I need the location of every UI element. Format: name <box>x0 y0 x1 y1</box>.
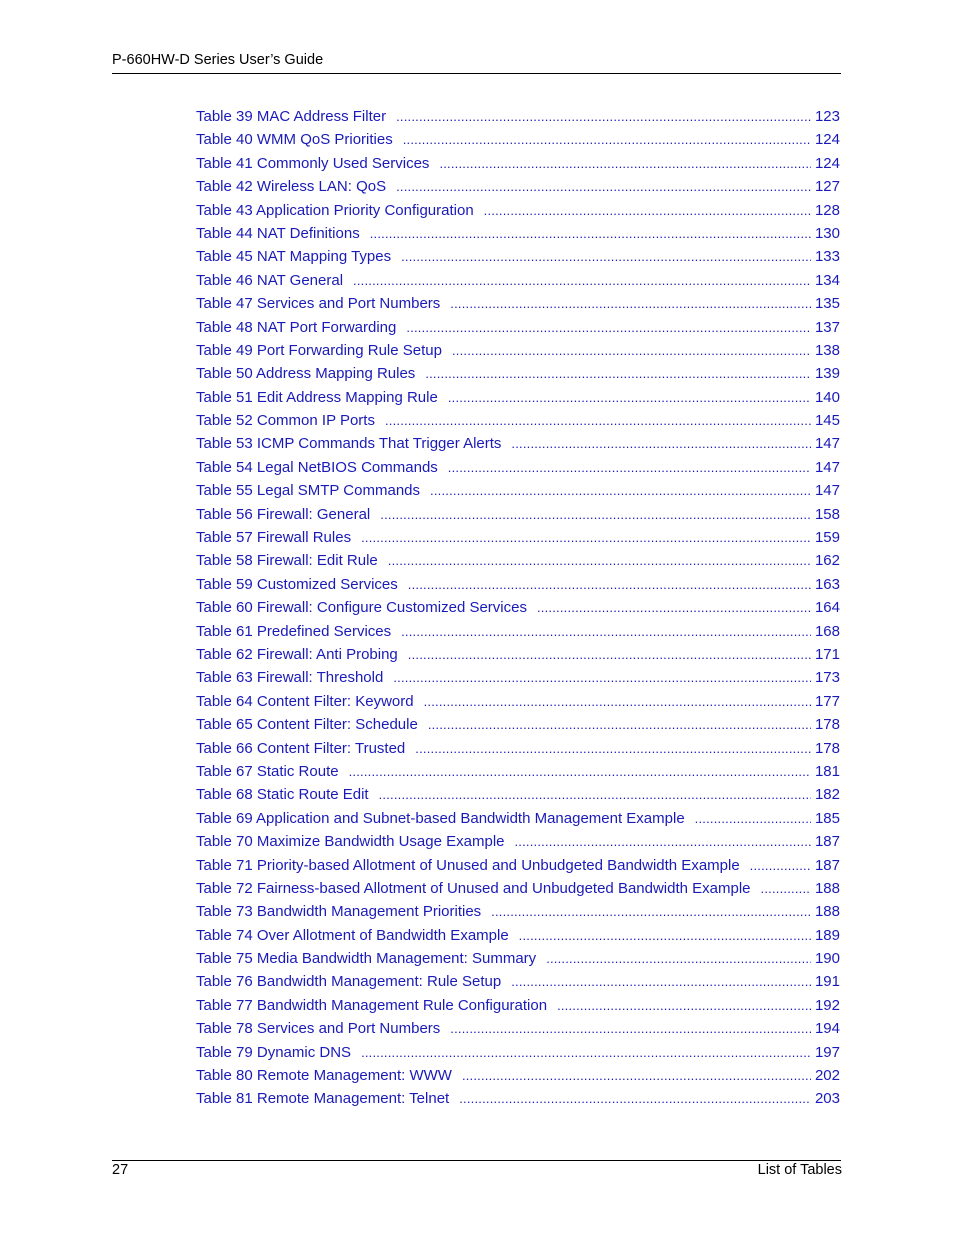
toc-entry-link[interactable] <box>196 807 840 830</box>
toc-entry-page-number: 191 <box>814 973 840 991</box>
toc-entry-link[interactable] <box>196 362 840 385</box>
toc-entry-link[interactable] <box>196 479 840 502</box>
dot-leader <box>370 222 811 245</box>
toc-entry-link[interactable] <box>196 432 840 455</box>
toc-entry-page-number: 188 <box>814 903 840 921</box>
toc-entry-title: Table 56 Firewall: General <box>196 505 371 523</box>
toc-entry-page-number: 147 <box>814 482 840 500</box>
toc-entry-page-number: 189 <box>814 926 840 944</box>
toc-entry-page-number: 147 <box>814 458 840 476</box>
dot-leader <box>511 432 811 455</box>
toc-entry-page-number: 124 <box>814 131 840 149</box>
toc-entry-link[interactable] <box>196 947 840 970</box>
dot-leader <box>557 994 811 1017</box>
dot-leader <box>393 666 811 689</box>
toc-entry-link[interactable] <box>196 1017 840 1040</box>
header-divider <box>112 73 841 74</box>
dot-leader <box>439 152 811 175</box>
toc-entry-link[interactable] <box>196 456 840 479</box>
toc-entry-page-number: 181 <box>814 762 840 780</box>
dot-leader <box>761 877 811 900</box>
toc-entry-link[interactable] <box>196 409 840 432</box>
toc-entry-link[interactable] <box>196 713 840 736</box>
toc-entry-link[interactable] <box>196 573 840 596</box>
toc-entry-title: Table 81 Remote Management: Telnet <box>196 1090 450 1108</box>
toc-entry-page-number: 123 <box>814 108 840 125</box>
toc-entry-page-number: 187 <box>814 856 840 874</box>
toc-entry-title: Table 74 Over Allotment of Bandwidth Example <box>196 926 509 944</box>
toc-entry-page-number: 203 <box>814 1090 840 1108</box>
toc-entry-page-number: 133 <box>814 248 840 266</box>
dot-leader <box>353 269 811 292</box>
dot-leader <box>388 549 811 572</box>
footer-divider <box>112 1160 841 1161</box>
toc-entry-page-number: 190 <box>814 950 840 968</box>
toc-entry-link[interactable] <box>196 854 840 877</box>
toc-entry-link[interactable] <box>196 316 840 339</box>
toc-entry-title: Table 55 Legal SMTP Commands <box>196 482 421 500</box>
toc-entry-title: Table 63 Firewall: Threshold <box>196 669 384 687</box>
toc-entry-page-number: 147 <box>814 435 840 453</box>
toc-entry-link[interactable] <box>196 994 840 1017</box>
toc-entry-page-number: 177 <box>814 692 840 710</box>
toc-entry-link[interactable] <box>196 245 840 268</box>
toc-entry-page-number: 140 <box>814 388 840 406</box>
dot-leader <box>349 760 811 783</box>
toc-entry-title: Table 65 Content Filter: Schedule <box>196 716 418 734</box>
toc-entry-title: Table 76 Bandwidth Management: Rule Setup <box>196 973 502 991</box>
toc-entry-link[interactable] <box>196 620 840 643</box>
toc-entry-title: Table 41 Commonly Used Services <box>196 154 430 172</box>
toc-entry-page-number: 164 <box>814 599 840 617</box>
toc-entry-page-number: 163 <box>814 575 840 593</box>
toc-entry-page-number: 173 <box>814 669 840 687</box>
dot-leader <box>448 456 811 479</box>
toc-entry-link[interactable] <box>196 737 840 760</box>
toc-entry-title: Table 75 Media Bandwidth Management: Summary <box>196 950 537 968</box>
toc-entry-title: Table 78 Services and Port Numbers <box>196 1020 441 1038</box>
dot-leader <box>450 1017 811 1040</box>
dot-leader <box>396 175 811 198</box>
toc-entry-link[interactable] <box>196 760 840 783</box>
toc-entry-title: Table 48 NAT Port Forwarding <box>196 318 397 336</box>
toc-entry-link[interactable] <box>196 877 840 900</box>
toc-entry-link[interactable] <box>196 924 840 947</box>
dot-leader <box>385 409 811 432</box>
list-of-tables <box>196 105 840 1111</box>
toc-entry-page-number: 127 <box>814 178 840 196</box>
toc-entry-link[interactable] <box>196 386 840 409</box>
toc-entry-title: Table 72 Fairness-based Allotment of Unused and Unbudgeted Bandwidth Example <box>196 879 751 897</box>
toc-entry-page-number: 192 <box>814 996 840 1014</box>
toc-entry-page-number: 178 <box>814 716 840 734</box>
toc-entry-link[interactable] <box>196 503 840 526</box>
dot-leader <box>428 713 811 736</box>
toc-entry-page-number: 162 <box>814 552 840 570</box>
toc-entry-title: Table 42 Wireless LAN: QoS <box>196 178 387 196</box>
dot-leader <box>396 105 811 128</box>
dot-leader <box>519 924 811 947</box>
toc-entry-title: Table 53 ICMP Commands That Trigger Alerts <box>196 435 502 453</box>
toc-entry-link[interactable] <box>196 970 840 993</box>
document-title: P-660HW-D Series User’s Guide <box>112 52 324 68</box>
toc-entry-link[interactable] <box>196 830 840 853</box>
toc-entry-page-number: 171 <box>814 645 840 663</box>
toc-entry-title: Table 60 Firewall: Configure Customized Services <box>196 599 527 617</box>
toc-entry-link[interactable] <box>196 643 840 666</box>
dot-leader <box>448 386 811 409</box>
toc-entry-page-number: 128 <box>814 201 840 219</box>
dot-leader <box>403 128 811 151</box>
toc-entry-title: Table 79 Dynamic DNS <box>196 1043 352 1061</box>
toc-entry-title: Table 77 Bandwidth Management Rule Configuration <box>196 996 548 1014</box>
toc-entry-link[interactable] <box>196 549 840 572</box>
toc-entry-link[interactable] <box>196 900 840 923</box>
dot-leader <box>484 199 811 222</box>
toc-entry-page-number: 124 <box>814 154 840 172</box>
toc-entry-title: Table 64 Content Filter: Keyword <box>196 692 414 710</box>
dot-leader <box>546 947 811 970</box>
dot-leader <box>415 737 811 760</box>
toc-entry-link[interactable] <box>196 526 840 549</box>
toc-entry-page-number: 185 <box>814 809 840 827</box>
dot-leader <box>450 292 811 315</box>
toc-entry-page-number: 202 <box>814 1067 840 1085</box>
toc-entry-link[interactable] <box>196 128 840 151</box>
toc-entry-link[interactable] <box>196 666 840 689</box>
dot-leader <box>361 1041 811 1064</box>
toc-entry-title: Table 54 Legal NetBIOS Commands <box>196 458 438 476</box>
toc-entry-link[interactable] <box>196 596 840 619</box>
toc-entry-title: Table 67 Static Route <box>196 762 339 780</box>
dot-leader <box>424 690 811 713</box>
toc-entry-link[interactable] <box>196 175 840 198</box>
toc-entry-page-number: 194 <box>814 1020 840 1038</box>
toc-entry-title: Table 46 NAT General <box>196 271 344 289</box>
toc-entry-title: Table 61 Predefined Services <box>196 622 392 640</box>
toc-entry-link[interactable] <box>196 105 840 128</box>
toc-entry-page-number: 145 <box>814 412 840 430</box>
toc-entry-page-number: 139 <box>814 365 840 383</box>
toc-entry-title: Table 73 Bandwidth Management Priorities <box>196 903 482 921</box>
dot-leader <box>380 503 811 526</box>
dot-leader <box>462 1064 811 1087</box>
dot-leader <box>515 830 811 853</box>
toc-entry-page-number: 168 <box>814 622 840 640</box>
toc-entry-title: Table 43 Application Priority Configuration <box>196 201 474 219</box>
dot-leader <box>401 620 811 643</box>
toc-entry-page-number: 187 <box>814 833 840 851</box>
toc-entry-title: Table 39 MAC Address Filter <box>196 108 387 125</box>
toc-entry-title: Table 49 Port Forwarding Rule Setup <box>196 341 442 359</box>
toc-entry-title: Table 44 NAT Definitions <box>196 224 360 242</box>
toc-entry-link[interactable] <box>196 199 840 222</box>
toc-entry-title: Table 68 Static Route Edit <box>196 786 369 804</box>
dot-leader <box>695 807 811 830</box>
dot-leader <box>425 362 811 385</box>
toc-entry-link[interactable] <box>196 690 840 713</box>
dot-leader <box>430 479 811 502</box>
toc-entry-page-number: 182 <box>814 786 840 804</box>
page-number: 27 <box>112 1162 129 1178</box>
toc-entry-title: Table 50 Address Mapping Rules <box>196 365 416 383</box>
section-name: List of Tables <box>757 1162 842 1178</box>
toc-entry-link[interactable] <box>196 152 840 175</box>
toc-entry-page-number: 134 <box>814 271 840 289</box>
toc-entry-page-number: 158 <box>814 505 840 523</box>
toc-entry-link[interactable] <box>196 1087 840 1110</box>
dot-leader <box>750 854 811 877</box>
toc-entry-link[interactable] <box>196 222 840 245</box>
toc-entry-title: Table 47 Services and Port Numbers <box>196 295 441 313</box>
toc-entry-link[interactable] <box>196 1041 840 1064</box>
toc-entry-title: Table 52 Common IP Ports <box>196 412 375 430</box>
dot-leader <box>408 643 811 666</box>
dot-leader <box>406 316 811 339</box>
toc-entry-page-number: 188 <box>814 879 840 897</box>
dot-leader <box>459 1087 811 1110</box>
toc-entry-title: Table 70 Maximize Bandwidth Usage Example <box>196 833 505 851</box>
toc-entry-page-number: 137 <box>814 318 840 336</box>
dot-leader <box>491 900 811 923</box>
toc-entry-title: Table 59 Customized Services <box>196 575 398 593</box>
toc-entry-title: Table 80 Remote Management: WWW <box>196 1067 452 1085</box>
toc-entry-link[interactable] <box>196 339 840 362</box>
dot-leader <box>379 783 811 806</box>
toc-entry-page-number: 130 <box>814 224 840 242</box>
toc-entry-page-number: 159 <box>814 529 840 547</box>
toc-entry-link[interactable] <box>196 783 840 806</box>
toc-entry-page-number: 138 <box>814 341 840 359</box>
toc-entry-title: Table 40 WMM QoS Priorities <box>196 131 393 149</box>
toc-entry-title: Table 69 Application and Subnet-based Bandwidth Management Example <box>196 809 685 827</box>
toc-entry-title: Table 66 Content Filter: Trusted <box>196 739 406 757</box>
toc-entry-title: Table 71 Priority-based Allotment of Unused and Unbudgeted Bandwidth Example <box>196 856 740 874</box>
toc-entry-link[interactable] <box>196 269 840 292</box>
toc-entry-title: Table 45 NAT Mapping Types <box>196 248 392 266</box>
dot-leader <box>452 339 811 362</box>
toc-entry-link[interactable] <box>196 1064 840 1087</box>
toc-entry-title: Table 51 Edit Address Mapping Rule <box>196 388 438 406</box>
toc-entry-page-number: 197 <box>814 1043 840 1061</box>
dot-leader <box>401 245 811 268</box>
dot-leader <box>408 573 811 596</box>
toc-entry-title: Table 57 Firewall Rules <box>196 529 352 547</box>
toc-entry-link[interactable] <box>196 292 840 315</box>
dot-leader <box>537 596 811 619</box>
dot-leader <box>511 970 811 993</box>
toc-entry-page-number: 178 <box>814 739 840 757</box>
toc-entry-title: Table 62 Firewall: Anti Probing <box>196 645 398 663</box>
toc-entry-page-number: 135 <box>814 295 840 313</box>
toc-entry-title: Table 58 Firewall: Edit Rule <box>196 552 378 570</box>
dot-leader <box>361 526 811 549</box>
